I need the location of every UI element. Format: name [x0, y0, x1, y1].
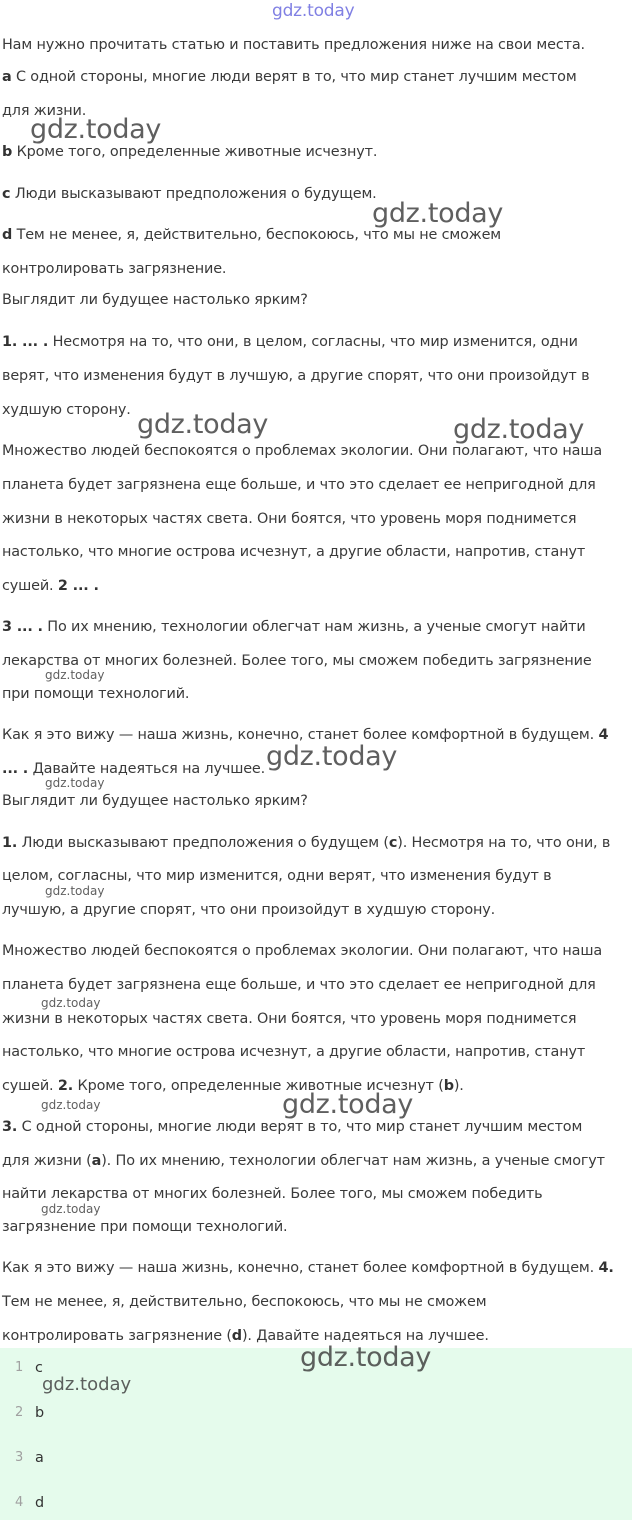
solution-title: Выглядит ли будущее настолько ярким?	[2, 793, 308, 809]
answer-value: d	[35, 1495, 45, 1511]
watermark-top: gdz.today	[272, 1, 355, 21]
solution-p2-line-5: сушей. 2. Кроме того, определенные животные исчезнут (b).	[2, 1078, 464, 1094]
solution-p3-line-4: загрязнение при помощи технологий.	[2, 1219, 288, 1235]
solution-p1-line-3: лучшую, а другие спорят, что они произойдут в худшую сторону.	[2, 902, 496, 918]
solution-p2-line-4: настолько, что многие острова исчезнут, а другие области, напротив, станут	[2, 1044, 586, 1060]
article-p1-line-1: 1. ... . Несмотря на то, что они, в целом, согласны, что мир изменится, одни	[2, 334, 578, 350]
watermark: gdz.today	[41, 1202, 101, 1216]
article-p3-line-3: при помощи технологий.	[2, 686, 190, 702]
option-b: b Кроме того, определенные животные исчезнут.	[2, 144, 378, 160]
solution-p3-line-1: 3. С одной стороны, многие люди верят в то, что мир станет лучшим местом	[2, 1119, 583, 1135]
answer-number: 1	[15, 1360, 24, 1375]
article-p2-line-3: жизни в некоторых частях света. Они боятся, что уровень моря поднимется	[2, 511, 577, 527]
answer-value: a	[35, 1450, 44, 1466]
option-d-cont: контролировать загрязнение.	[2, 261, 227, 277]
answer-number: 3	[15, 1450, 24, 1465]
solution-p4-line-2: Тем не менее, я, действительно, беспокоюсь, что мы не сможем	[2, 1294, 487, 1310]
solution-p1-line-1: 1. Люди высказывают предположения о будущем (c). Несмотря на то, что они, в	[2, 835, 611, 851]
solution-p3-line-3: найти лекарства от многих болезней. Более того, мы сможем победить	[2, 1186, 543, 1202]
solution-p1-line-2: целом, согласны, что мир изменится, одни верят, что изменения будут в	[2, 868, 552, 884]
article-p3-line-2: лекарства от многих болезней. Более того, мы сможем победить загрязнение	[2, 653, 592, 669]
solution-p4-line-1: Как я это вижу — наша жизнь, конечно, станет более комфортной в будущем. 4.	[2, 1260, 614, 1276]
watermark: gdz.today	[372, 198, 504, 229]
solution-p2-line-3: жизни в некоторых частях света. Они боятся, что уровень моря поднимется	[2, 1011, 577, 1027]
solution-p3-line-2: для жизни (a). По их мнению, технологии облегчат нам жизнь, а ученые смогут	[2, 1153, 605, 1169]
option-d: d Тем не менее, я, действительно, беспокоюсь, что мы не сможем	[2, 227, 501, 243]
option-a: a С одной стороны, многие люди верят в то, что мир станет лучшим местом	[2, 69, 577, 85]
article-p4-line-1: Как я это вижу — наша жизнь, конечно, станет более комфортной в будущем. 4	[2, 727, 609, 743]
solution-p4-line-3: контролировать загрязнение (d). Давайте надеяться на лучшее.	[2, 1328, 489, 1344]
watermark: gdz.today	[45, 884, 105, 898]
watermark: gdz.today	[41, 996, 101, 1010]
watermark: gdz.today	[453, 414, 585, 445]
article-p2-line-2: планета будет загрязнена еще больше, и что это сделает ее непригодной для	[2, 477, 596, 493]
answer-value: c	[35, 1360, 43, 1376]
watermark: gdz.today	[282, 1089, 414, 1120]
article-p2-line-1: Множество людей беспокоятся о проблемах экологии. Они полагают, что наша	[2, 443, 603, 459]
option-a-cont: для жизни.	[2, 103, 87, 119]
watermark: gdz.today	[137, 409, 269, 440]
watermark: gdz.today	[30, 114, 162, 145]
answer-number: 4	[15, 1495, 24, 1510]
watermark: gdz.today	[45, 776, 105, 790]
watermark: gdz.today	[42, 1374, 132, 1395]
article-p2-line-5: сушей. 2 ... .	[2, 578, 99, 594]
solution-p2-line-2: планета будет загрязнена еще больше, и что это сделает ее непригодной для	[2, 977, 596, 993]
watermark: gdz.today	[41, 1098, 101, 1112]
answer-number: 2	[15, 1405, 24, 1420]
answer-value: b	[35, 1405, 45, 1421]
article-p3-line-1: 3 ... . По их мнению, технологии облегчат нам жизнь, а ученые смогут найти	[2, 619, 586, 635]
article-p4-line-2: ... . Давайте надеяться на лучшее.	[2, 761, 266, 777]
watermark: gdz.today	[266, 741, 398, 772]
option-c: c Люди высказывают предположения о будущем.	[2, 186, 377, 202]
article-p1-line-2: верят, что изменения будут в лучшую, а другие спорят, что они произойдут в	[2, 368, 590, 384]
watermark: gdz.today	[300, 1342, 432, 1373]
solution-p2-line-1: Множество людей беспокоятся о проблемах экологии. Они полагают, что наша	[2, 943, 603, 959]
article-p2-line-4: настолько, что многие острова исчезнут, а другие области, напротив, станут	[2, 544, 586, 560]
task-intro: Нам нужно прочитать статью и поставить предложения ниже на свои места.	[2, 37, 585, 53]
article-p1-line-3: худшую сторону.	[2, 402, 131, 418]
watermark: gdz.today	[45, 668, 105, 682]
article-title: Выглядит ли будущее настолько ярким?	[2, 292, 308, 308]
